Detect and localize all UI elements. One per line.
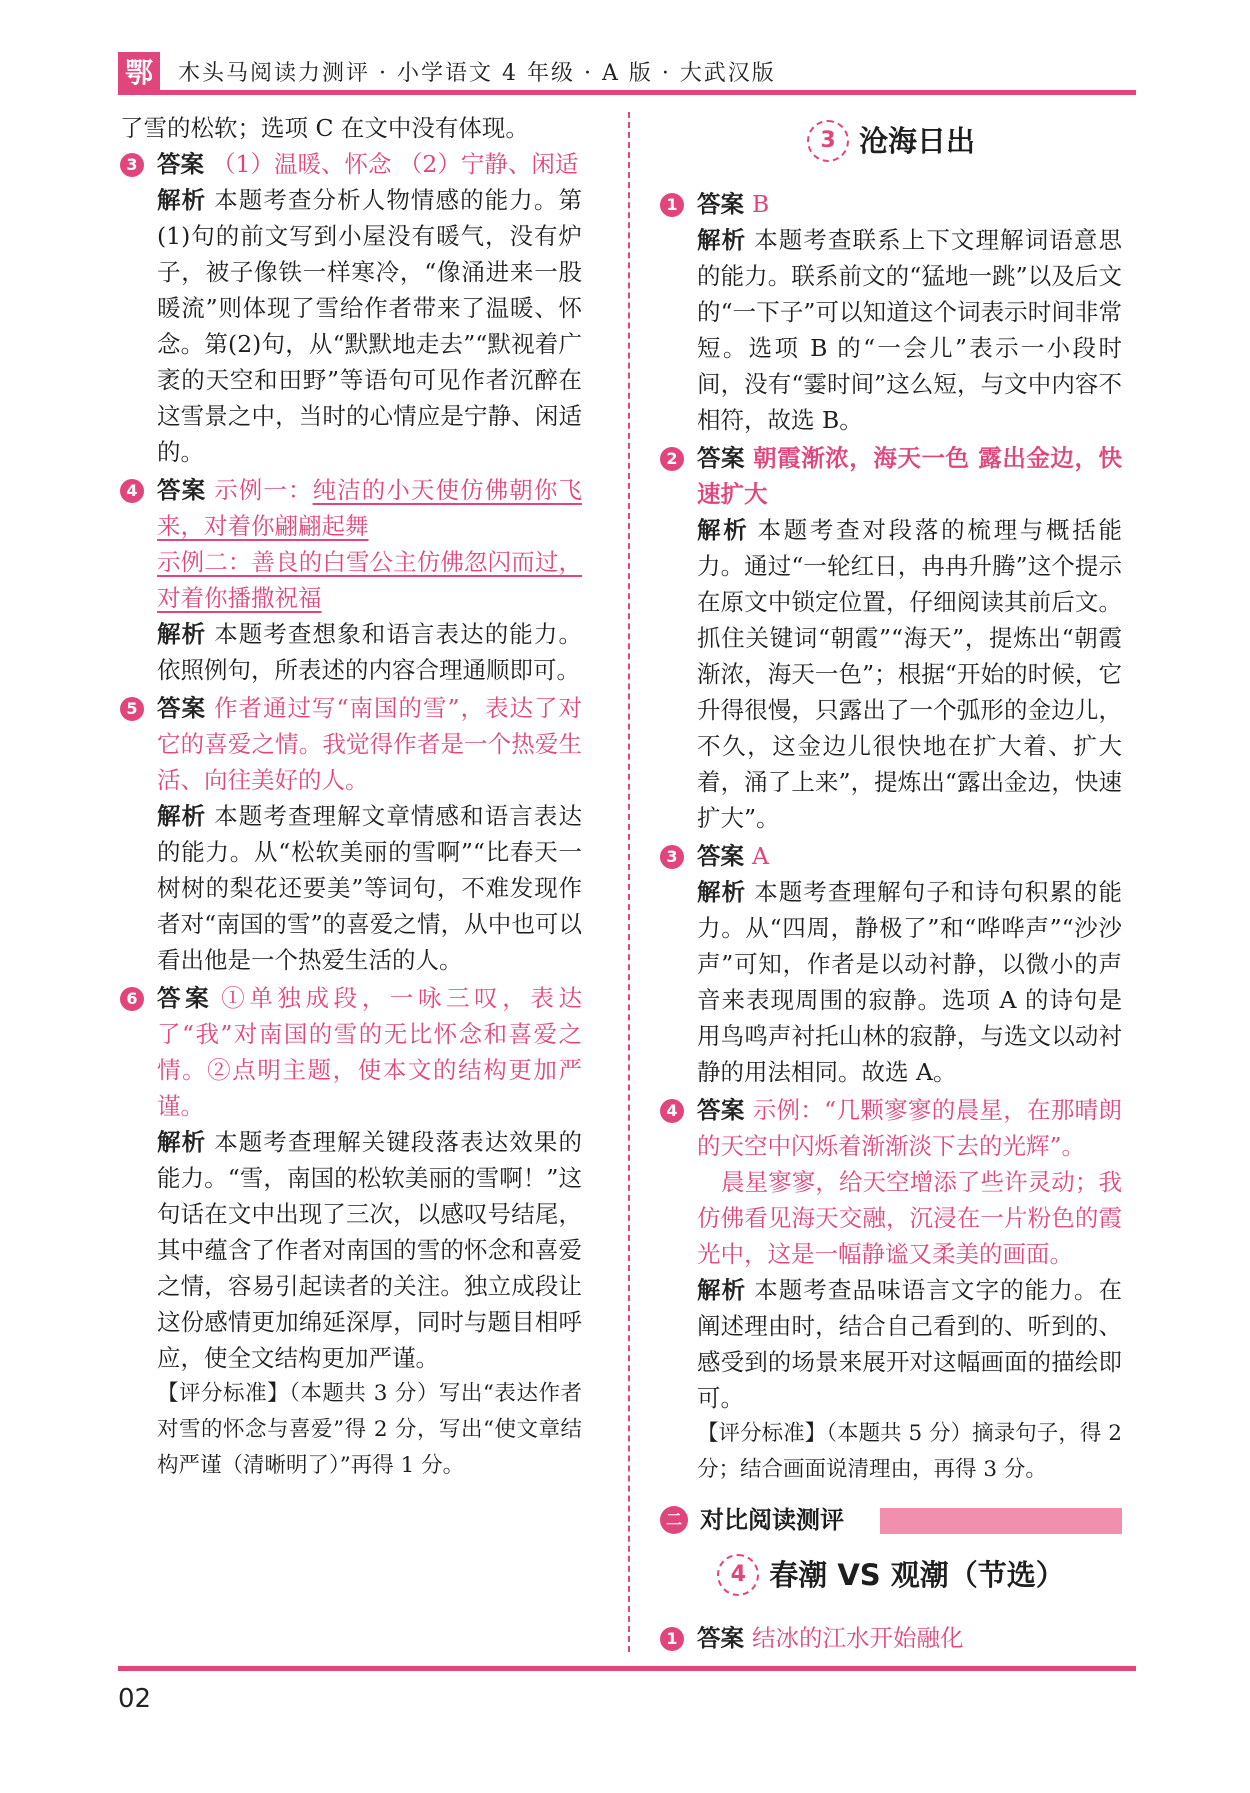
answer-item-2 [660, 440, 1122, 836]
left-column [120, 110, 582, 1486]
answer-item-3 [120, 146, 582, 470]
section-title-3 [660, 120, 1122, 168]
analysis-label: 解析 [157, 1128, 207, 1156]
answer-label: 答案 [697, 444, 746, 472]
analysis-label: 解析 [157, 620, 207, 648]
region-badge: 鄂 [118, 52, 160, 94]
analysis-text: 本题考查想象和语言表达的能力。依照例句，所表述的内容合理通顺即可。 [157, 620, 582, 684]
right-column [660, 110, 1122, 1658]
answer-item-4 [660, 1092, 1122, 1488]
header-rule [118, 90, 1136, 95]
page-number: 02 [118, 1684, 152, 1714]
answer-text: 作者通过写“南国的雪”，表达了对它的喜爱之情。我觉得作者是一个热爱生活、向往美好的人。 [157, 694, 582, 794]
band-bar [880, 1508, 1122, 1534]
example-two: 示例二：善良的白雪公主仿佛忽闪而过，对着你播撒祝福 [157, 548, 582, 612]
answer-item-6 [120, 980, 582, 1484]
section-title-text: 沧海日出 [858, 124, 975, 158]
answer-label: 答案 [697, 1096, 745, 1124]
analysis-text: 本题考查分析人物情感的能力。第(1)句的前文写到小屋没有暖气，没有炉子，被子像铁一样寒冷，“像涌进来一股暖流”则体现了雪给作者带来了温暖、怀念。第(2)句，从“默默地走去”“默视着广袤的天空和田野”等语句可见作者沉醉在这雪景之中，当时的心情应是宁静、闲适的。 [157, 186, 582, 466]
continued-text: 了雪的松软；选项 C 在文中没有体现。 [120, 114, 529, 142]
example-prefix: 示例一： [214, 476, 313, 504]
section-number-badge: 3 [807, 120, 849, 162]
answer-text: （1）温暖、怀念 （2）宁静、闲适 [212, 150, 579, 178]
answer-item-4 [120, 472, 582, 688]
section-number-badge: 4 [717, 1554, 759, 1596]
band-title: 对比阅读测评 [700, 1506, 844, 1534]
answer-text: 朝霞渐浓，海天一色 露出金边，快速扩大 [697, 444, 1123, 508]
question-number: 2 [660, 447, 684, 471]
answer-text: B [752, 190, 770, 218]
answer-label: 答案 [697, 190, 744, 218]
answer-text: 结冰的江水开始融化 [752, 1624, 964, 1652]
analysis-label: 解析 [697, 1276, 747, 1304]
answer-reason: 晨星寥寥，给天空增添了些许灵动；我仿佛看见海天交融，沉浸在一片粉色的霞光中，这是一幅静谧又柔美的画面。 [697, 1168, 1122, 1268]
analysis-text: 本题考查联系上下文理解词语意思的能力。联系前文的“猛地一跳”以及后文的“一下子”可以知道这个词表示时间非常短。选项 B 的“一会儿”表示一小段时间，没有“霎时间”这么短，与文中内容不相符，故选 B。 [697, 226, 1122, 434]
question-number: 4 [120, 479, 144, 503]
question-number: 3 [660, 845, 684, 869]
footer-rule [118, 1666, 1136, 1671]
scoring-standard: 【评分标准】（本题共 5 分）摘录句子，得 2 分；结合画面说清理由，再得 3 分。 [697, 1421, 1122, 1482]
question-number: 4 [660, 1099, 684, 1123]
header-title: 木头马阅读力测评 · 小学语文 4 年级 · A 版 · 大武汉版 [178, 61, 776, 86]
answer-text: A [752, 842, 769, 870]
analysis-label: 解析 [697, 226, 747, 254]
answer-item-3 [660, 838, 1122, 1090]
section-title-4 [660, 1554, 1122, 1602]
question-number: 3 [120, 153, 144, 177]
analysis-text: 本题考查对段落的梳理与概括能力。通过“一轮红日，冉冉升腾”这个提示在原文中锁定位置，仔细阅读其前后文。抓住关键词“朝霞”“海天”，提炼出“朝霞渐浓，海天一色”；根据“开始的时候，它升得很慢，只露出了一个弧形的金边儿，不久，这金边儿很快地在扩大着、扩大着，涌了上来”，提炼出“露出金边，快速扩大”。 [697, 516, 1123, 832]
analysis-label: 解析 [157, 802, 207, 830]
analysis-text: 本题考查理解关键段落表达效果的能力。“雪，南国的松软美丽的雪啊！”这句话在文中出现了三次，以感叹号结尾，其中蕴含了作者对南国的雪的怀念和喜爱之情，容易引起读者的关注。独立成段让这份感情更加绵延深厚，同时与题目相呼应，使全文结构更加严谨。 [157, 1128, 582, 1372]
answer-label: 答案 [157, 150, 204, 178]
answer-label: 答案 [697, 842, 744, 870]
question-number: 1 [660, 193, 684, 217]
scoring-standard: 【评分标准】（本题共 3 分）写出“表达作者对雪的怀念与喜爱”得 2 分，写出“使文章结构严谨（清晰明了）”再得 1 分。 [157, 1381, 582, 1478]
question-number: 6 [120, 987, 144, 1011]
analysis-label: 解析 [697, 878, 747, 906]
page-header [118, 52, 1136, 94]
answer-label: 答案 [697, 1624, 744, 1652]
question-number: 1 [660, 1627, 684, 1651]
analysis-label: 解析 [157, 186, 207, 214]
example-one: 纯洁的小天使仿佛朝你飞来，对着你翩翩起舞 [157, 476, 582, 540]
column-divider [628, 112, 630, 1652]
answer-label: 答案 [157, 984, 214, 1012]
answer-item-5 [120, 690, 582, 978]
answer-label: 答案 [157, 476, 207, 504]
section-title-text: 春潮 VS 观潮（节选） [769, 1558, 1065, 1592]
section-band [660, 1502, 1122, 1540]
analysis-text: 本题考查理解文章情感和语言表达的能力。从“松软美丽的雪啊”“比春天一树树的梨花还要美”等词句，不难发现作者对“南国的雪”的喜爱之情，从中也可以看出他是一个热爱生活的人。 [157, 802, 582, 974]
answer-label: 答案 [157, 694, 206, 722]
analysis-text: 本题考查理解句子和诗句积累的能力。从“四周，静极了”和“哗哗声”“沙沙声”可知，作者是以动衬静，以微小的声音来表现周围的寂静。选项 A 的诗句是用鸟鸣声衬托山林的寂静，与选文以动衬静的用法相同。故选 A。 [697, 878, 1122, 1086]
answer-text: ①单独成段，一咏三叹，表达了“我”对南国的雪的无比怀念和喜爱之情。②点明主题，使本文的结构更加严谨。 [157, 984, 583, 1120]
answer-text: 示例：“几颗寥寥的晨星，在那晴朗的天空中闪烁着渐渐淡下去的光辉”。 [697, 1096, 1123, 1160]
answer-item-1 [660, 186, 1122, 438]
question-number: 5 [120, 697, 144, 721]
analysis-label: 解析 [697, 516, 750, 544]
band-number: 二 [660, 1506, 688, 1534]
analysis-text: 本题考查品味语言文字的能力。在阐述理由时，结合自己看到的、听到的、感受到的场景来展开对这幅画面的描绘即可。 [697, 1276, 1122, 1412]
answer-item-1b [660, 1620, 1122, 1656]
